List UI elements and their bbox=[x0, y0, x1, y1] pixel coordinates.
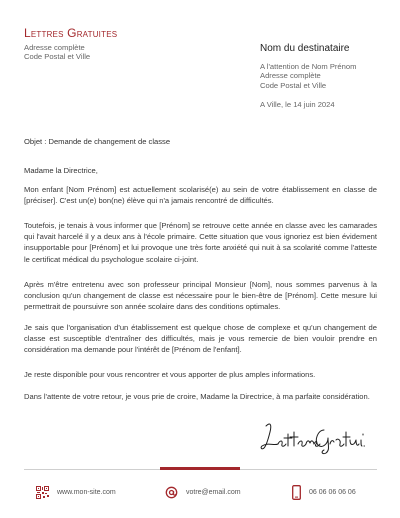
brand-logo: Lettres Gratuites bbox=[24, 26, 118, 40]
sender-block bbox=[24, 43, 90, 62]
recipient-name: Nom du destinataire bbox=[260, 43, 350, 54]
sender-address: Adresse complète bbox=[24, 43, 85, 52]
footer-phone[interactable] bbox=[292, 485, 356, 499]
recipient-address-block bbox=[260, 62, 390, 90]
footer-divider-accent bbox=[160, 467, 240, 470]
letter-salutation: Madame la Directrice, bbox=[24, 166, 98, 175]
email-label: votre@email.com bbox=[186, 488, 241, 496]
recipient-address: Adresse complète bbox=[260, 71, 321, 81]
sender-postal: Code Postal et Ville bbox=[24, 52, 91, 62]
letter-subject: Objet : Demande de changement de classe bbox=[24, 137, 171, 146]
letter-date: A Ville, le 14 juin 2024 bbox=[260, 100, 335, 110]
website-label: www.mon-site.com bbox=[57, 488, 116, 496]
footer-email[interactable] bbox=[165, 485, 241, 499]
paragraph-3: Après m'être entretenu avec son professeur principal Monsieur [Nom], nous sommes parvenus à la conclusion qu'un changement de classe est nécessaire pour le bien-être de [Prénom]. Cette mesure lui permettrait de poursuivre son année scolaire dans des conditions optimales. bbox=[24, 280, 377, 312]
paragraph-5: Je reste disponible pour vous rencontrer et vous apporter de plus amples informations. bbox=[24, 370, 316, 379]
paragraph-4: Je sais que l'organisation d'un établissement est quelque chose de complexe et qu'un changement de classe est susceptible d'entraîner des difficultés, mais je vous remercie de bien vouloir prendre en considération ma demande pour l'intérêt de [Prénom de l'enfant]. bbox=[24, 323, 377, 355]
handwritten-signature bbox=[258, 418, 368, 456]
footer-website[interactable] bbox=[36, 485, 116, 499]
paragraph-6: Dans l'attente de votre retour, je vous prie de croire, Madame la Directrice, à ma parfaite considération. bbox=[24, 392, 370, 401]
phone-label: 06 06 06 06 06 bbox=[309, 488, 356, 496]
qr-code-icon bbox=[36, 486, 49, 499]
recipient-block bbox=[260, 43, 390, 109]
paragraph-2: Toutefois, je tenais à vous informer que [Prénom] se retrouve cette année en classe avec les camarades qui l'avait harcelé il y a deux ans à l'école primaire. Cette situation que vous ignoriez est bien évidement insupportable pour [Prénom] et lui provoque une très forte anxiété qui nuit à sa scolarité comme l'atteste le certificat médical du psychologue scolaire ci-joint. bbox=[24, 221, 377, 264]
recipient-attention: A l'attention de Nom Prénom bbox=[260, 62, 357, 71]
at-sign-icon bbox=[165, 486, 178, 499]
recipient-postal: Code Postal et Ville bbox=[260, 80, 327, 90]
mobile-phone-icon bbox=[292, 485, 301, 500]
paragraph-1: Mon enfant [Nom Prénom] est actuellement scolarisé(e) au sein de votre établissement en classe de [préciser]. C'est un(e) bon(ne) élève qui n'a jamais rencontré de difficultés. bbox=[24, 185, 377, 206]
